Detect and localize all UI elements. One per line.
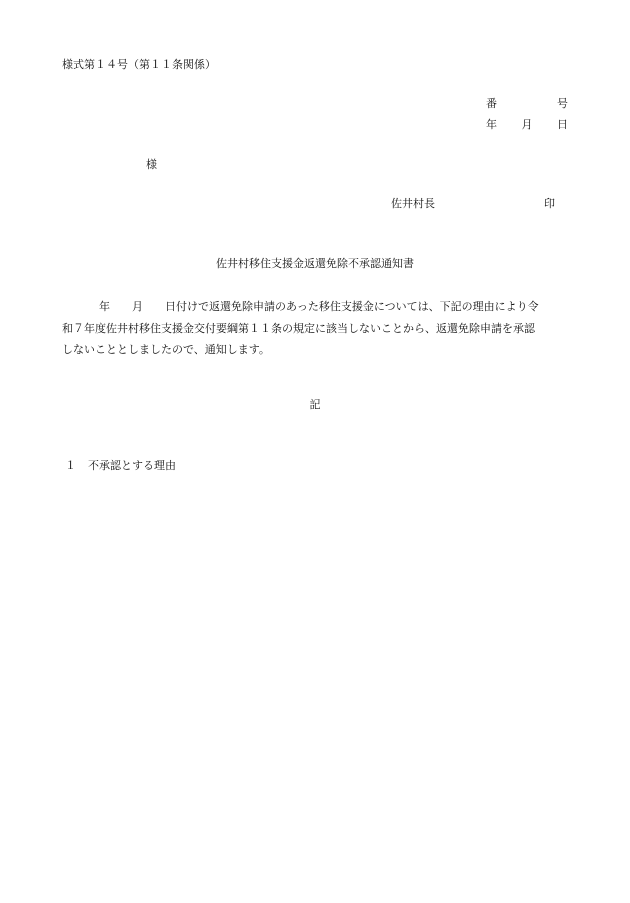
date-month-label: 月 xyxy=(521,118,533,131)
form-number: 様式第１４号（第１１条関係） xyxy=(62,58,216,71)
section-1-label: 不承認とする理由 xyxy=(88,459,176,472)
date-line xyxy=(486,118,568,132)
addressee-sama: 様 xyxy=(146,158,157,171)
body-paragraph xyxy=(62,296,582,361)
issuer-title: 佐井村長 xyxy=(391,197,435,210)
reference-go-label: 号 xyxy=(557,97,568,110)
body-year-label: 年 xyxy=(99,300,110,313)
section-1-number: １ xyxy=(65,459,76,472)
document-title: 佐井村移住支援金返還免除不承認通知書 xyxy=(216,257,414,270)
ki-heading: 記 xyxy=(309,398,321,411)
body-line-1-text: 日付けで返還免除申請のあった移住支援金については、下記の理由により令 xyxy=(165,300,539,313)
body-month-label: 月 xyxy=(132,300,143,313)
issuer-line xyxy=(391,197,555,211)
body-line-3: しないこととしましたので、通知します。 xyxy=(62,343,270,356)
issuer-seal-label: 印 xyxy=(544,197,555,210)
body-line-1 xyxy=(62,296,582,318)
reference-number-line xyxy=(486,97,568,111)
reference-ban-label: 番 xyxy=(486,97,497,110)
body-line-2: 和７年度佐井村移住支援金交付要綱第１１条の規定に該当しないことから、返還免除申請を承認 xyxy=(62,321,535,335)
section-1-heading xyxy=(65,459,176,473)
date-day-label: 日 xyxy=(557,118,568,131)
date-year-label: 年 xyxy=(486,118,497,131)
